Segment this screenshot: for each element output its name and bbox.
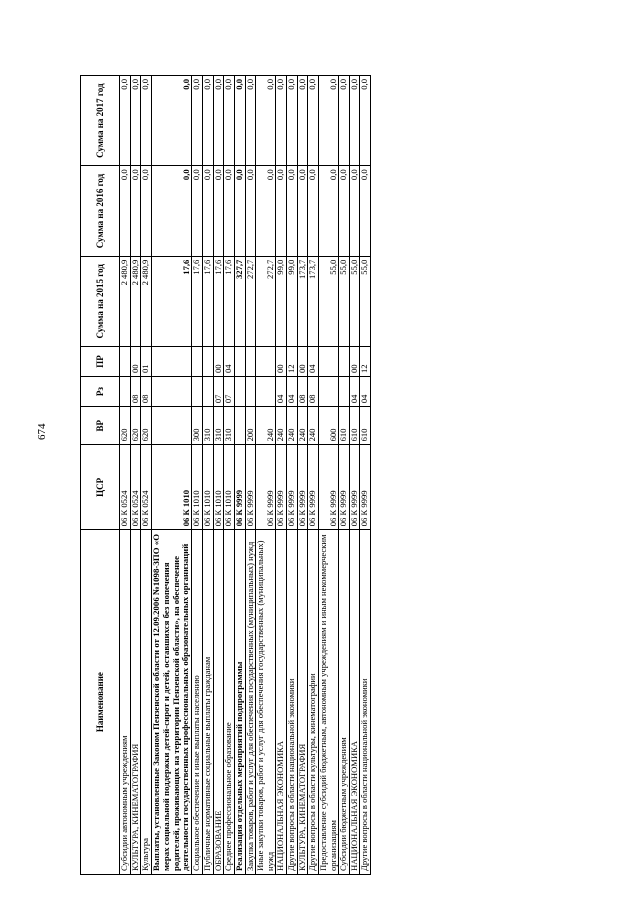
cell-s2016: 0,0 [234,166,245,256]
cell-csr: 06 К 1010 [224,445,235,530]
header-rz: Рз [81,377,120,407]
cell-s2015: 2 480,9 [130,256,141,346]
table-row [339,76,350,875]
table-row [141,76,152,875]
cell-name: КУЛЬТУРА, КИНЕМАТОГРАФИЯ [130,530,141,875]
cell-s2015: 272,7 [245,256,256,346]
table-row [151,76,191,875]
cell-name: Другие вопросы в области культуры, кинематографии [308,530,319,875]
cell-pr [151,346,191,376]
cell-s2016: 0,0 [245,166,256,256]
cell-s2017: 0,0 [276,76,287,166]
table-row [202,76,213,875]
cell-vr: 240 [297,407,308,445]
cell-name: Культура [141,530,152,875]
cell-s2015: 17,6 [213,256,224,346]
cell-name: Выплаты, установленные Законом Пензенской области от 12.09.2006 №1098-ЗПО «О мерах социальной поддержки детей-сирот и детей, оставшихся без попечения родителей, проживающих на территории Пензенской области», на обеспечение деятельности государственных профессиональных образовательных организаций [151,530,191,875]
cell-s2017: 0,0 [120,76,131,166]
cell-pr: 00 [297,346,308,376]
cell-s2015: 17,6 [202,256,213,346]
cell-csr: 06 К 9999 [256,445,276,530]
cell-vr: 600 [318,407,338,445]
cell-pr [245,346,256,376]
cell-s2016: 0,0 [202,166,213,256]
cell-s2017: 0,0 [256,76,276,166]
cell-s2015: 99,0 [276,256,287,346]
cell-rz: 08 [308,377,319,407]
table-row [297,76,308,875]
cell-pr [192,346,203,376]
rotated-table-wrapper [80,75,560,875]
cell-csr: 06 К 1010 [192,445,203,530]
cell-s2016: 0,0 [308,166,319,256]
cell-csr: 06 К 9999 [339,445,350,530]
cell-csr: 06 К 0524 [130,445,141,530]
cell-s2017: 0,0 [360,76,371,166]
cell-s2015: 2 480,9 [120,256,131,346]
cell-vr: 620 [130,407,141,445]
cell-name: НАЦИОНАЛЬНАЯ ЭКОНОМИКА [276,530,287,875]
cell-name: Реализация отдельных мероприятий подпрограммы [234,530,245,875]
cell-pr: 00 [130,346,141,376]
header-sum-2017: Сумма на 2017 год [81,76,120,166]
cell-csr: 06 К 9999 [297,445,308,530]
cell-vr: 310 [213,407,224,445]
cell-pr: 00 [276,346,287,376]
cell-s2016: 0,0 [287,166,298,256]
cell-s2016: 0,0 [318,166,338,256]
cell-csr: 06 К 1010 [151,445,191,530]
cell-name: Другие вопросы в области национальной экономики [360,530,371,875]
cell-s2016: 0,0 [360,166,371,256]
header-vr: ВР [81,407,120,445]
cell-s2016: 0,0 [151,166,191,256]
cell-csr: 06 К 1010 [213,445,224,530]
cell-vr: 610 [360,407,371,445]
cell-name: Среднее профессиональное образование [224,530,235,875]
cell-s2015: 272,7 [256,256,276,346]
cell-vr: 200 [245,407,256,445]
table-row [349,76,360,875]
table-row [360,76,371,875]
cell-s2016: 0,0 [276,166,287,256]
cell-s2015: 55,0 [339,256,350,346]
cell-s2017: 0,0 [297,76,308,166]
cell-s2017: 0,0 [192,76,203,166]
table-row [224,76,235,875]
cell-name: Субсидии автономным учреждениям [120,530,131,875]
cell-vr: 300 [192,407,203,445]
cell-rz [192,377,203,407]
cell-rz: 08 [297,377,308,407]
cell-s2017: 0,0 [245,76,256,166]
cell-s2017: 0,0 [130,76,141,166]
cell-s2015: 99,0 [287,256,298,346]
cell-csr: 06 К 9999 [276,445,287,530]
cell-rz: 07 [213,377,224,407]
cell-s2016: 0,0 [141,166,152,256]
cell-name: ОБРАЗОВАНИЕ [213,530,224,875]
header-pr: ПР [81,346,120,376]
cell-s2016: 0,0 [130,166,141,256]
cell-csr: 06 К 9999 [234,445,245,530]
cell-rz [256,377,276,407]
cell-pr: 12 [287,346,298,376]
cell-pr [256,346,276,376]
cell-name: Социальное обеспечение и иные выплаты населению [192,530,203,875]
cell-csr: 06 К 9999 [349,445,360,530]
cell-s2017: 0,0 [202,76,213,166]
table-body [120,76,371,875]
cell-s2017: 0,0 [349,76,360,166]
cell-s2017: 0,0 [287,76,298,166]
cell-name: Закупка товаров, работ и услуг для обеспечения государственных (муниципальных) нужд [245,530,256,875]
cell-vr: 240 [256,407,276,445]
cell-name: Субсидии бюджетным учреждениям [339,530,350,875]
page-number: 674 [36,423,48,440]
cell-rz: 04 [360,377,371,407]
cell-name: Предоставление субсидий бюджетным, автономным учреждениям и иным некоммерческим организациям [318,530,338,875]
cell-vr: 240 [287,407,298,445]
cell-s2017: 0,0 [213,76,224,166]
cell-s2017: 0,0 [234,76,245,166]
cell-s2015: 327,7 [234,256,245,346]
cell-s2015: 173,7 [308,256,319,346]
cell-vr: 310 [202,407,213,445]
cell-csr: 06 К 9999 [360,445,371,530]
cell-rz: 08 [141,377,152,407]
table-row [120,76,131,875]
table-row [213,76,224,875]
cell-vr: 310 [224,407,235,445]
cell-pr [339,346,350,376]
cell-rz [245,377,256,407]
cell-s2016: 0,0 [213,166,224,256]
cell-s2015: 55,0 [360,256,371,346]
cell-s2016: 0,0 [224,166,235,256]
cell-s2016: 0,0 [339,166,350,256]
cell-vr: 620 [141,407,152,445]
cell-s2017: 0,0 [151,76,191,166]
cell-vr: 620 [120,407,131,445]
table-row [234,76,245,875]
cell-s2017: 0,0 [141,76,152,166]
cell-s2017: 0,0 [318,76,338,166]
cell-rz [318,377,338,407]
cell-name: НАЦИОНАЛЬНАЯ ЭКОНОМИКА [349,530,360,875]
cell-pr: 01 [141,346,152,376]
cell-s2015: 173,7 [297,256,308,346]
cell-pr: 00 [349,346,360,376]
header-name: Наименование [81,530,120,875]
cell-s2016: 0,0 [256,166,276,256]
cell-pr [202,346,213,376]
cell-name: Публичные нормативные социальные выплаты гражданам [202,530,213,875]
table-row [130,76,141,875]
table-header-row [81,76,120,875]
table-row [245,76,256,875]
cell-vr [234,407,245,445]
cell-s2015: 55,0 [318,256,338,346]
cell-rz [151,377,191,407]
cell-csr: 06 К 9999 [318,445,338,530]
cell-pr: 04 [308,346,319,376]
cell-csr: 06 К 1010 [202,445,213,530]
table-row [276,76,287,875]
table-row [308,76,319,875]
cell-s2017: 0,0 [308,76,319,166]
cell-csr: 06 К 9999 [245,445,256,530]
cell-csr: 06 К 0524 [141,445,152,530]
cell-s2015: 55,0 [349,256,360,346]
table-row [287,76,298,875]
cell-rz [234,377,245,407]
cell-s2016: 0,0 [297,166,308,256]
cell-s2016: 0,0 [120,166,131,256]
cell-vr [151,407,191,445]
cell-rz: 04 [287,377,298,407]
cell-csr: 06 К 0524 [120,445,131,530]
header-csr: ЦСР [81,445,120,530]
cell-rz [120,377,131,407]
cell-s2017: 0,0 [224,76,235,166]
cell-pr [234,346,245,376]
cell-csr: 06 К 9999 [308,445,319,530]
cell-name: Иные закупки товаров, работ и услуг для обеспечения государственных (муниципальных) нужд [256,530,276,875]
cell-vr: 610 [349,407,360,445]
cell-vr: 610 [339,407,350,445]
table-row [318,76,338,875]
cell-s2017: 0,0 [339,76,350,166]
cell-pr: 12 [360,346,371,376]
budget-table [80,75,371,875]
cell-rz: 08 [130,377,141,407]
cell-csr: 06 К 9999 [287,445,298,530]
cell-s2015: 2 480,9 [141,256,152,346]
table-row [192,76,203,875]
cell-name: Другие вопросы в области национальной экономики [287,530,298,875]
cell-s2015: 17,6 [224,256,235,346]
cell-vr: 240 [276,407,287,445]
cell-s2015: 17,6 [192,256,203,346]
header-sum-2016: Сумма на 2016 год [81,166,120,256]
cell-s2016: 0,0 [349,166,360,256]
header-sum-2015: Сумма на 2015 год [81,256,120,346]
cell-rz [202,377,213,407]
cell-pr [120,346,131,376]
cell-name: КУЛЬТУРА, КИНЕМАТОГРАФИЯ [297,530,308,875]
cell-vr: 240 [308,407,319,445]
cell-rz: 04 [349,377,360,407]
cell-pr: 00 [213,346,224,376]
cell-pr: 04 [224,346,235,376]
cell-rz: 07 [224,377,235,407]
cell-s2015: 17,6 [151,256,191,346]
cell-pr [318,346,338,376]
cell-rz [339,377,350,407]
cell-s2016: 0,0 [192,166,203,256]
cell-rz: 04 [276,377,287,407]
table-row [256,76,276,875]
